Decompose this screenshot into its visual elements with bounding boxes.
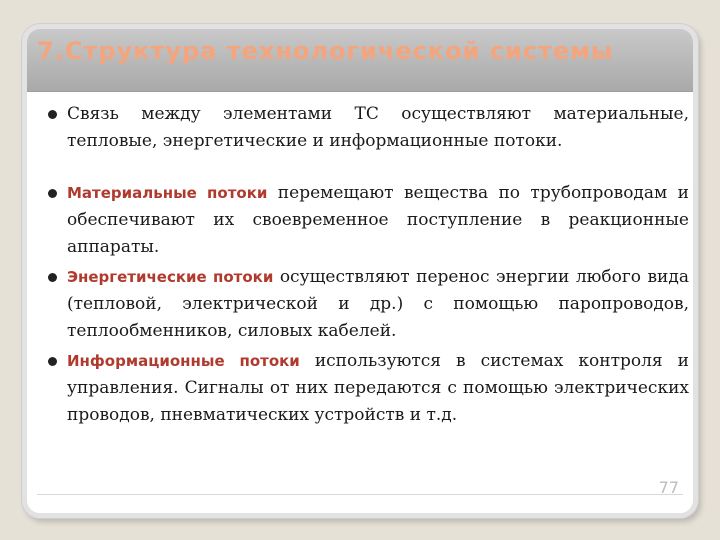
bullet-text: используются в системах контроля и управления. Сигналы от них передаются с помощью электрических проводов, пневматических устройств и т.д.: [67, 351, 689, 425]
bullet-dot-icon: [48, 110, 57, 119]
slide-content: [39, 101, 689, 429]
bullet-dot-icon: [48, 189, 57, 198]
bullet-dot-icon: [48, 357, 57, 366]
bullet-dot-icon: [48, 273, 57, 282]
footer-divider: [37, 494, 683, 495]
slide-frame: [22, 24, 698, 518]
title-bar: [27, 29, 693, 92]
bullet-term: Информационные потоки: [67, 352, 300, 370]
bullet-item-2: [39, 180, 689, 261]
bullet-term: Энергетические потоки: [67, 268, 274, 286]
bullet-item-4: [39, 348, 689, 429]
bullet-text: Связь между элементами ТС осуществляют материальные, тепловые, энергетические и информационные потоки.: [67, 104, 689, 151]
bullet-item-1: [39, 101, 689, 155]
page-number: 77: [658, 478, 679, 497]
bullet-term: Материальные потоки: [67, 184, 268, 202]
bullet-text: осуществляют перенос энергии любого вида (тепловой, электрической и др.) с помощью паропроводов, теплообменников, силовых кабелей.: [67, 267, 689, 341]
slide-title: 7.Структура технологической системы: [37, 37, 614, 65]
bullet-text: перемещают вещества по трубопроводам и обеспечивают их своевременное поступление в реакционные аппараты.: [67, 183, 689, 257]
bullet-item-3: [39, 264, 689, 345]
